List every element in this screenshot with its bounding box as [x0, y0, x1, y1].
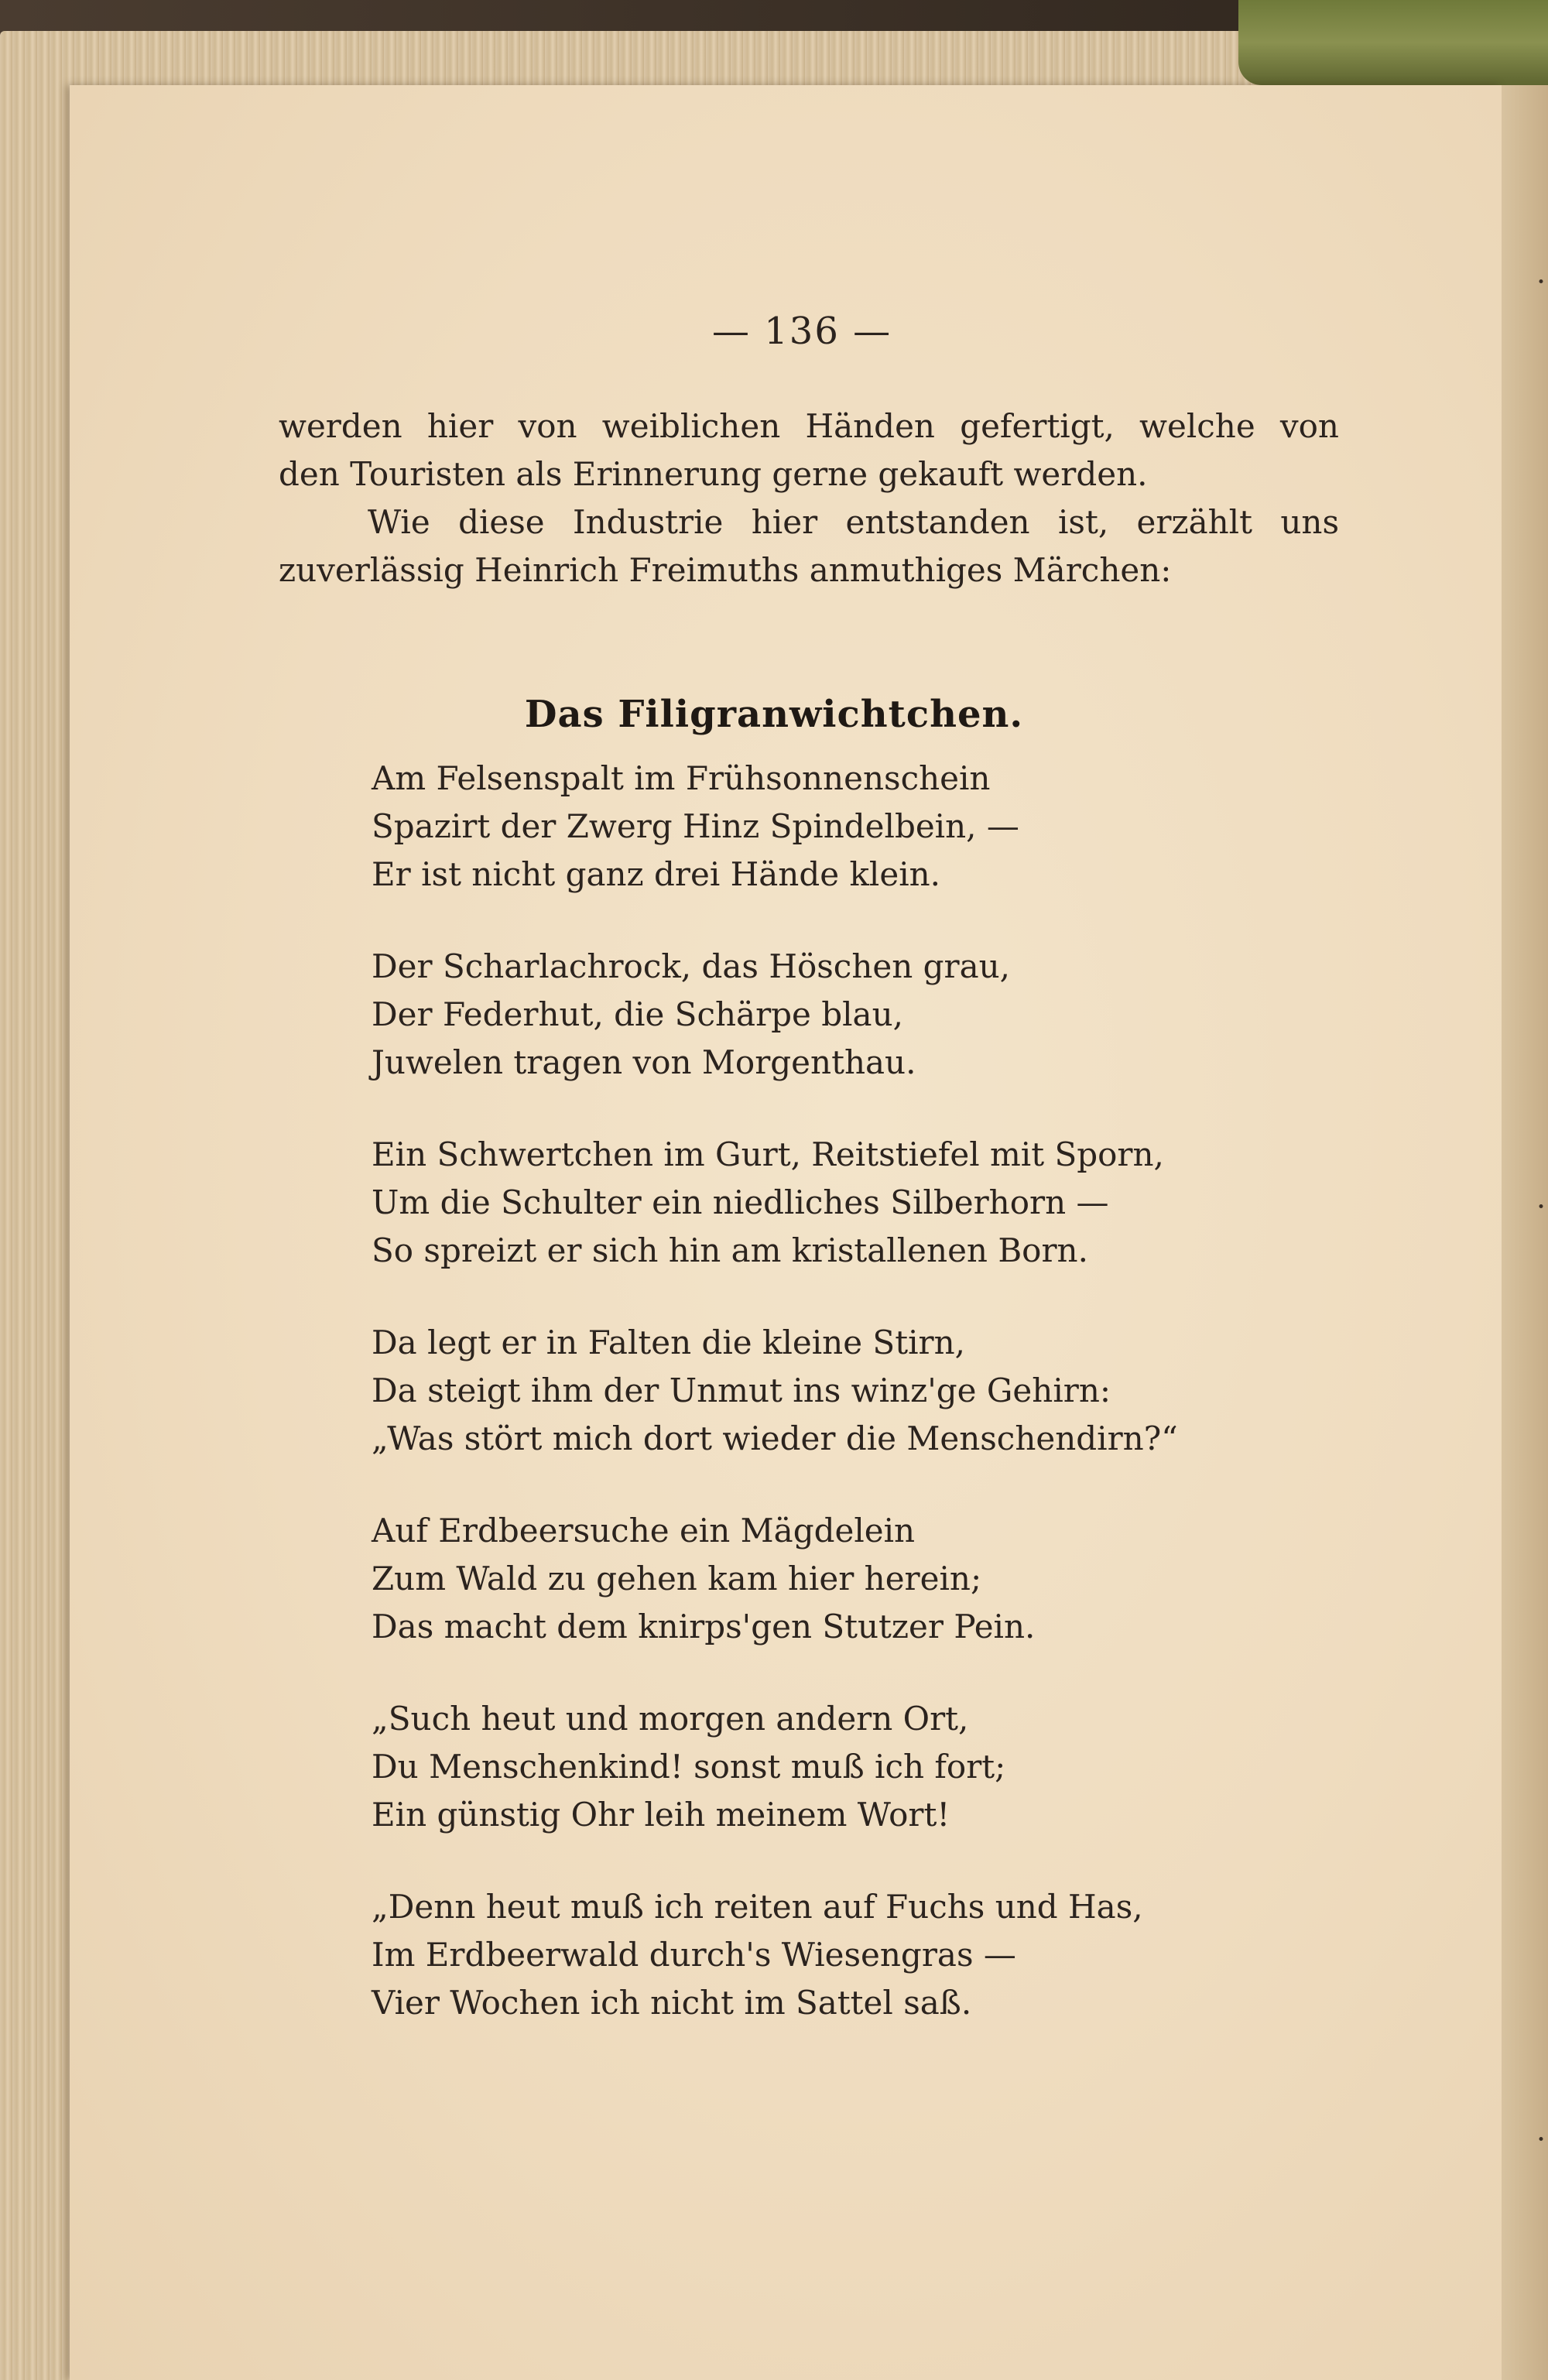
poem-stanza: [372, 943, 1378, 1087]
prose-line: zuverlässig Heinrich Freimuths anmuthiges Märchen:: [279, 551, 1172, 589]
verse-line: „Was stört mich dort wieder die Menschendirn?“: [372, 1419, 1178, 1457]
verse-line: Vier Wochen ich nicht im Sattel saß.: [372, 1984, 972, 2022]
poem-body: [372, 755, 1378, 2071]
poem-stanza: [372, 1883, 1378, 2027]
prose-line: Wie diese Industrie hier entstanden ist, erzählt uns: [368, 503, 1339, 541]
verse-line: Da steigt ihm der Unmut ins winz'ge Gehirn:: [372, 1371, 1111, 1409]
margin-mark-bottom: ·: [1536, 2122, 1546, 2156]
verse-line: Spazirt der Zwerg Hinz Spindelbein, —: [372, 807, 1019, 845]
verse-line: Um die Schulter ein niedliches Silberhorn —: [372, 1183, 1109, 1221]
poem-title: Das Filigranwichtchen.: [524, 693, 1024, 736]
poem-stanza: [372, 755, 1378, 899]
poem-stanza: [372, 1131, 1378, 1275]
verse-line: Auf Erdbeersuche ein Mägdelein: [372, 1512, 916, 1550]
verse-line: Zum Wald zu gehen kam hier herein;: [372, 1560, 982, 1598]
margin-mark-middle: ·: [1536, 1190, 1546, 1224]
verse-line: Der Federhut, die Schärpe blau,: [372, 995, 903, 1033]
verse-line: Da legt er in Falten die kleine Stirn,: [372, 1324, 965, 1361]
margin-mark-top: ·: [1536, 265, 1546, 299]
verse-line: Im Erdbeerwald durch's Wiesengras —: [372, 1936, 1016, 1974]
right-page-edge: [1502, 85, 1548, 2380]
verse-line: Ein günstig Ohr leih meinem Wort!: [372, 1796, 950, 1834]
poem-stanza: [372, 1507, 1378, 1651]
intro-paragraph: [279, 402, 1339, 594]
verse-line: Er ist nicht ganz drei Hände klein.: [372, 855, 941, 893]
poem-stanza: [372, 1319, 1378, 1463]
cover-edge: [1238, 0, 1548, 85]
verse-line: Das macht dem knirps'gen Stutzer Pein.: [372, 1608, 1036, 1645]
prose-line: werden hier von weiblichen Händen gefertigt, welche von: [279, 407, 1339, 445]
verse-line: Am Felsenspalt im Frühsonnenschein: [372, 759, 991, 797]
poem-stanza: [372, 1695, 1378, 1839]
verse-line: Du Menschenkind! sonst muß ich fort;: [372, 1748, 1006, 1786]
verse-line: Juwelen tragen von Morgenthau.: [372, 1043, 916, 1081]
verse-line: „Denn heut muß ich reiten auf Fuchs und Has,: [372, 1888, 1143, 1926]
verse-line: Der Scharlachrock, das Höschen grau,: [372, 947, 1011, 985]
page-number: — 136 —: [712, 310, 892, 353]
verse-line: „Such heut und morgen andern Ort,: [372, 1700, 969, 1738]
verse-line: Ein Schwertchen im Gurt, Reitstiefel mit Sporn,: [372, 1135, 1164, 1173]
prose-line: den Touristen als Erinnerung gerne gekauft werden.: [279, 455, 1148, 493]
verse-line: So spreizt er sich hin am kristallenen Born.: [372, 1231, 1088, 1269]
